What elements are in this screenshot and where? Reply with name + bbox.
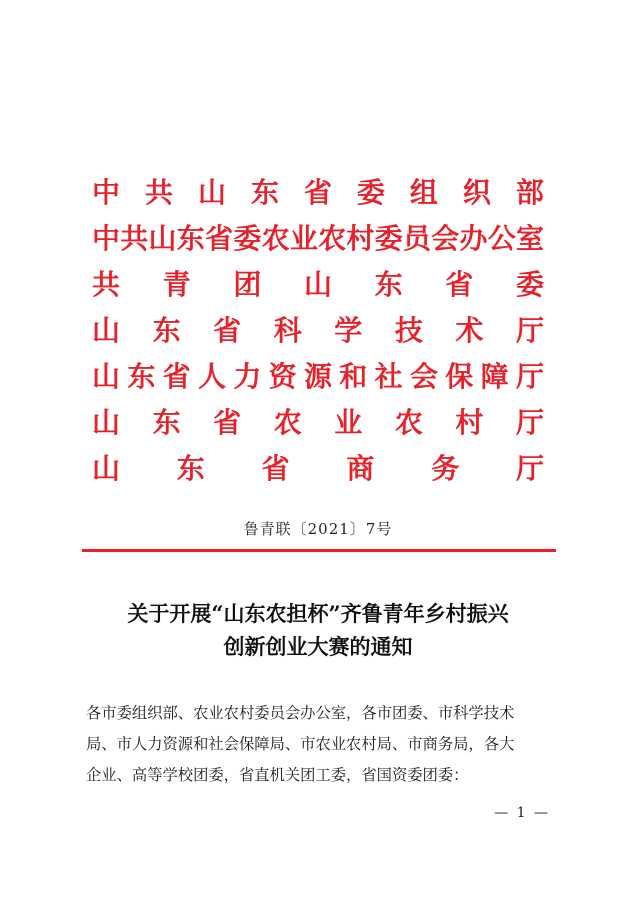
issuer-character: 会 <box>409 360 438 393</box>
issuer-character: 力 <box>233 360 262 393</box>
issuer-character: 东 <box>152 406 181 439</box>
issuer-character: 室 <box>515 222 544 255</box>
issuer-character: 东 <box>374 268 403 301</box>
issuer-character: 共 <box>144 176 173 209</box>
issuer-character: 厅 <box>515 314 544 347</box>
red-divider-line <box>82 549 556 552</box>
issuer-character: 省 <box>162 360 191 393</box>
issuer-character: 山 <box>92 314 121 347</box>
issuer-character: 农 <box>318 222 347 255</box>
issuer-character: 厅 <box>515 406 544 439</box>
issuer-line <box>92 170 544 216</box>
issuer-character: 学 <box>334 314 363 347</box>
issuer-character: 术 <box>455 314 484 347</box>
issuer-character: 省 <box>445 268 474 301</box>
issuer-character: 山 <box>303 268 332 301</box>
issuer-character: 东 <box>127 360 156 393</box>
page-number: — 1 — <box>494 805 550 821</box>
issuer-character: 委 <box>515 268 544 301</box>
issuer-character: 业 <box>289 222 318 255</box>
issuer-character: 社 <box>374 360 403 393</box>
issuer-character: 农 <box>261 222 290 255</box>
issuer-character: 东 <box>152 314 181 347</box>
issuer-character: 山 <box>92 406 121 439</box>
issuer-character: 委 <box>356 176 385 209</box>
issuer-character: 员 <box>402 222 431 255</box>
issuer-character: 中 <box>92 222 121 255</box>
issuer-character: 会 <box>431 222 460 255</box>
issuer-character: 省 <box>213 314 242 347</box>
issuer-character: 东 <box>176 222 205 255</box>
document-number: 鲁青联〔2021〕7号 <box>243 520 393 538</box>
body-line-3: 企业、高等学校团委，省直机关团工委，省国资委团委： <box>86 766 469 784</box>
issuer-character: 技 <box>394 314 423 347</box>
issuer-line <box>92 400 544 446</box>
issuer-character: 委 <box>374 222 403 255</box>
issuer-character: 山 <box>92 452 121 485</box>
issuer-line <box>92 262 544 308</box>
issuer-character: 农 <box>273 406 302 439</box>
issuer-character: 青 <box>162 268 191 301</box>
issuer-line <box>92 446 544 492</box>
issuer-character: 业 <box>334 406 363 439</box>
issuer-character: 办 <box>459 222 488 255</box>
issuer-character: 厅 <box>515 452 544 485</box>
issuer-character: 山 <box>92 360 121 393</box>
issuer-character: 务 <box>431 452 460 485</box>
issuer-character: 组 <box>409 176 438 209</box>
issuer-character: 和 <box>339 360 368 393</box>
addressee-paragraph <box>86 698 552 791</box>
issuer-character: 东 <box>176 452 205 485</box>
issuer-character: 村 <box>346 222 375 255</box>
issuer-character: 中 <box>92 176 121 209</box>
issuer-character: 省 <box>213 406 242 439</box>
issuing-authorities <box>92 170 544 492</box>
issuer-character: 山 <box>197 176 226 209</box>
issuer-character: 源 <box>303 360 332 393</box>
issuer-character: 东 <box>250 176 279 209</box>
issuer-character: 村 <box>455 406 484 439</box>
issuer-character: 公 <box>487 222 516 255</box>
issuer-line <box>92 354 544 400</box>
body-line-2: 局、市人力资源和社会保障局、市农业农村局、市商务局，各大 <box>86 735 515 753</box>
issuer-character: 部 <box>515 176 544 209</box>
issuer-character: 山 <box>148 222 177 255</box>
issuer-character: 资 <box>268 360 297 393</box>
issuer-character: 人 <box>197 360 226 393</box>
issuer-character: 障 <box>480 360 509 393</box>
issuer-character: 团 <box>233 268 262 301</box>
issuer-character: 省 <box>261 452 290 485</box>
title-line-2: 创新创业大赛的通知 <box>223 634 413 659</box>
issuer-character: 商 <box>346 452 375 485</box>
issuer-character: 厅 <box>515 360 544 393</box>
issuer-character: 共 <box>92 268 121 301</box>
issuer-character: 省 <box>205 222 234 255</box>
issuer-line <box>92 308 544 354</box>
issuer-character: 保 <box>445 360 474 393</box>
issuer-character: 科 <box>273 314 302 347</box>
issuer-character: 省 <box>303 176 332 209</box>
issuer-character: 共 <box>120 222 149 255</box>
notice-title <box>0 597 636 663</box>
body-line-1: 各市委组织部、农业农村委员会办公室，各市团委、市科学技术 <box>86 704 515 722</box>
issuer-character: 农 <box>394 406 423 439</box>
issuer-character: 织 <box>462 176 491 209</box>
title-line-1: 关于开展“山东农担杯”齐鲁青年乡村振兴 <box>127 601 509 626</box>
issuer-character: 委 <box>233 222 262 255</box>
issuer-line <box>92 216 544 262</box>
